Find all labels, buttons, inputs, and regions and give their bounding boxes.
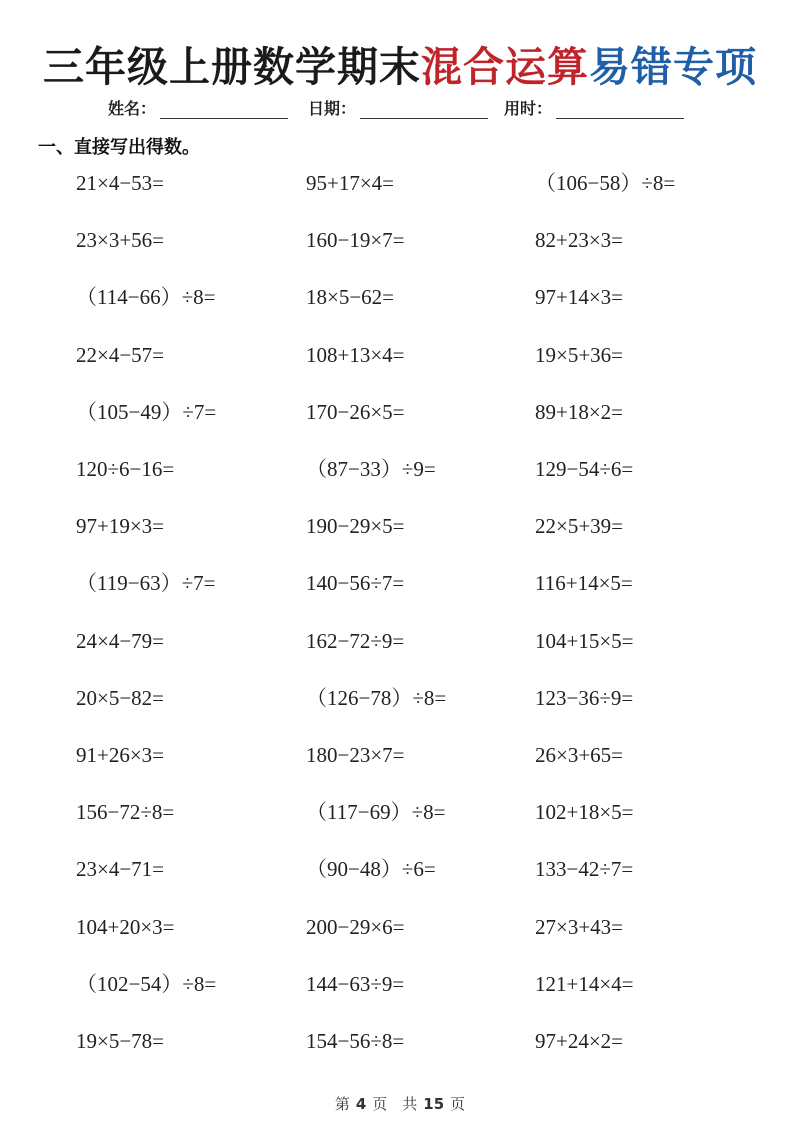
problem-c2-r7: 190−29×5= — [306, 514, 405, 538]
date-label: 日期： — [308, 99, 357, 118]
problem-c3-r9: 104+15×5= — [535, 629, 634, 653]
name-label: 姓名： — [108, 99, 157, 118]
problem-c1-r15: （102−54）÷8= — [76, 972, 217, 996]
problem-c2-r15: 144−63÷9= — [306, 972, 405, 996]
problem-c1-r1: 21×4−53= — [76, 171, 165, 195]
problem-c3-r6: 129−54÷6= — [535, 457, 634, 481]
problem-c2-r12: （117−69）÷8= — [306, 800, 446, 824]
problem-c1-r12: 156−72÷8= — [76, 800, 175, 824]
problem-c3-r7: 22×5+39= — [535, 514, 624, 538]
problem-c2-r2: 160−19×7= — [306, 228, 405, 252]
footer-middle: 页 共 — [372, 1095, 418, 1113]
time-label: 用时： — [504, 99, 553, 118]
problem-c3-r3: 97+14×3= — [535, 285, 624, 309]
problem-c1-r7: 97+19×3= — [76, 514, 165, 538]
problem-c1-r14: 104+20×3= — [76, 915, 175, 939]
problem-c2-r3: 18×5−62= — [306, 285, 395, 309]
problem-c3-r1: （106−58）÷8= — [535, 171, 676, 195]
problem-c3-r14: 27×3+43= — [535, 915, 624, 939]
problem-c2-r5: 170−26×5= — [306, 400, 405, 424]
problem-c1-r6: 120÷6−16= — [76, 457, 175, 481]
time-field[interactable] — [504, 96, 684, 119]
date-field[interactable] — [308, 96, 488, 119]
problem-c2-r6: （87−33）÷9= — [306, 457, 436, 481]
page-footer — [0, 1093, 800, 1114]
problem-c3-r5: 89+18×2= — [535, 400, 624, 424]
problem-c1-r2: 23×3+56= — [76, 228, 165, 252]
problem-c1-r3: （114−66）÷8= — [76, 285, 216, 309]
problem-c3-r16: 97+24×2= — [535, 1029, 624, 1053]
problem-c1-r10: 20×5−82= — [76, 686, 165, 710]
problem-c2-r4: 108+13×4= — [306, 343, 405, 367]
section-title: 一、直接写出得数。 — [38, 137, 200, 158]
problem-c2-r11: 180−23×7= — [306, 743, 405, 767]
problem-c2-r16: 154−56÷8= — [306, 1029, 405, 1053]
problem-c3-r10: 123−36÷9= — [535, 686, 634, 710]
problem-c1-r9: 24×4−79= — [76, 629, 165, 653]
footer-page-number: 4 — [355, 1095, 367, 1113]
problem-c2-r13: （90−48）÷6= — [306, 857, 436, 881]
problem-c3-r4: 19×5+36= — [535, 343, 624, 367]
problem-c1-r4: 22×4−57= — [76, 343, 165, 367]
problem-grid — [0, 168, 800, 1053]
problem-c3-r2: 82+23×3= — [535, 228, 624, 252]
name-blank-line[interactable] — [160, 102, 288, 119]
name-field[interactable] — [108, 96, 288, 119]
problem-c2-r8: 140−56÷7= — [306, 571, 405, 595]
problem-c2-r1: 95+17×4= — [306, 171, 395, 195]
problem-c3-r11: 26×3+65= — [535, 743, 624, 767]
footer-suffix: 页 — [450, 1095, 466, 1113]
page-title — [0, 34, 800, 93]
problem-c1-r13: 23×4−71= — [76, 857, 165, 881]
time-blank-line[interactable] — [556, 102, 684, 119]
problem-c3-r15: 121+14×4= — [535, 972, 634, 996]
title-part-3: 易错专项 — [589, 43, 757, 91]
problem-c3-r8: 116+14×5= — [535, 571, 633, 595]
problem-c1-r11: 91+26×3= — [76, 743, 165, 767]
problem-c2-r10: （126−78）÷8= — [306, 686, 447, 710]
footer-prefix: 第 — [334, 1095, 350, 1113]
problem-c1-r5: （105−49）÷7= — [76, 400, 217, 424]
problem-c3-r12: 102+18×5= — [535, 800, 634, 824]
problem-c1-r8: （119−63）÷7= — [76, 571, 216, 595]
footer-total-pages: 15 — [423, 1095, 445, 1113]
date-blank-line[interactable] — [360, 102, 488, 119]
problem-c3-r13: 133−42÷7= — [535, 857, 634, 881]
problem-c1-r16: 19×5−78= — [76, 1029, 165, 1053]
title-part-1: 三年级上册数学期末 — [43, 43, 421, 91]
problem-c2-r9: 162−72÷9= — [306, 629, 405, 653]
problem-c2-r14: 200−29×6= — [306, 915, 405, 939]
title-part-2: 混合运算 — [421, 43, 589, 91]
